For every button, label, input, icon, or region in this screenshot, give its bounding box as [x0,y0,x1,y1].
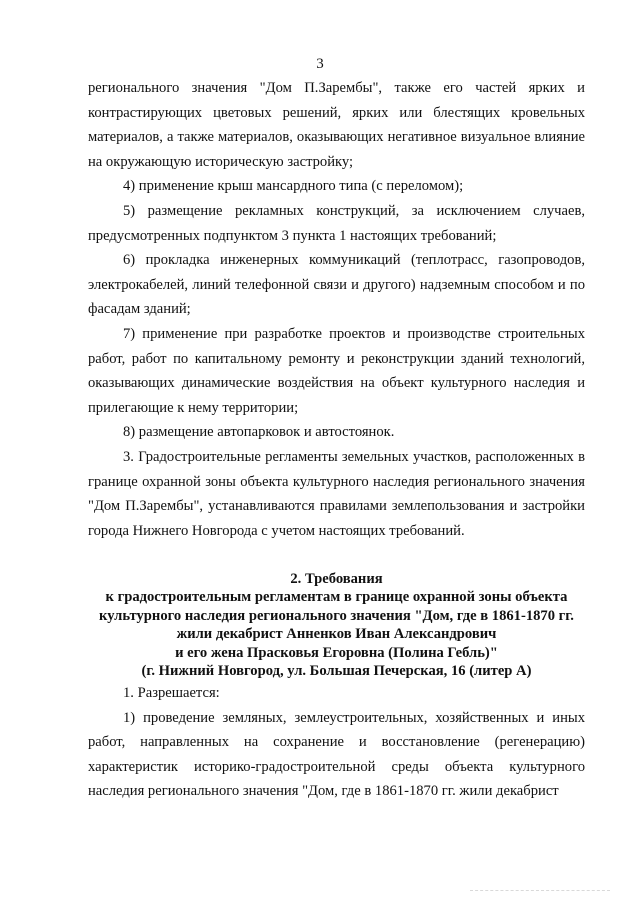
paragraph-5: 7) применение при разработке проектов и производстве строительных работ, работ по капитальному ремонту и реконструкции зданий технологий, оказывающих динамические воздействия на объект культурного наследия и прилегающие к нему территории; [88,325,585,416]
heading-line-1: 2. Требования [290,571,383,587]
paragraph-2: 4) применение крыш мансардного типа (с переломом); [123,178,464,195]
section-2-paragraph-1: 1. Разрешается: [123,685,220,701]
heading-line-5: и его жена Прасковья Егоровна (Полина Гебль)" [175,644,498,661]
section-1-text [88,76,585,543]
section-2-text [88,681,585,804]
paragraph-3: 5) размещение рекламных конструкций, за исключением случаев, предусмотренных подпунктом 3 пункта 1 настоящих требований; [88,202,585,244]
page-number: 3 [316,56,324,72]
section-2-paragraph-2: 1) проведение земляных, землеустроительных, хозяйственных и иных работ, направленных на сохранение и восстановление (регенерацию) характеристик историко-градостроительной среды объекта культурного наследия регионального значения "Дом, где в 1861-1870 гг. жили декабрист [88,709,585,800]
heading-line-6: (г. Нижний Новгород, ул. Большая Печерская, 16 (литер А) [141,663,532,680]
paragraph-6: 8) размещение автопарковок и автостоянок. [123,424,395,441]
heading-line-3: культурного наследия регионального значения "Дом, где в 1861-1870 гг. [99,607,574,624]
heading-line-4: жили декабрист Анненков Иван Александрович [176,626,497,643]
paragraph-4: 6) прокладка инженерных коммуникаций (теплотрасс, газопроводов, электрокабелей, линий телефонной связи и другого) надземным способом и по фасадам зданий; [88,252,585,318]
scan-artifact-divider [470,890,610,893]
heading-line-2: к градостроительным регламентам в границе охранной зоны объекта [105,589,568,606]
paragraph-7: 3. Градостроительные регламенты земельных участков, расположенных в границе охранной зоны объекта культурного наследия регионального значения "Дом П.Зарембы", устанавливаются правилами землепользования и застройки города Нижнего Новгорода с учетом настоящих требований. [88,448,585,539]
paragraph-1: регионального значения "Дом П.Зарембы", также его частей ярких и контрастирующих цветовых решений, ярких или блестящих кровельных материалов, а также материалов, оказывающих негативное визуальное влияние на окружающую историческую застройку; [88,80,585,170]
section-2-heading [88,570,585,680]
